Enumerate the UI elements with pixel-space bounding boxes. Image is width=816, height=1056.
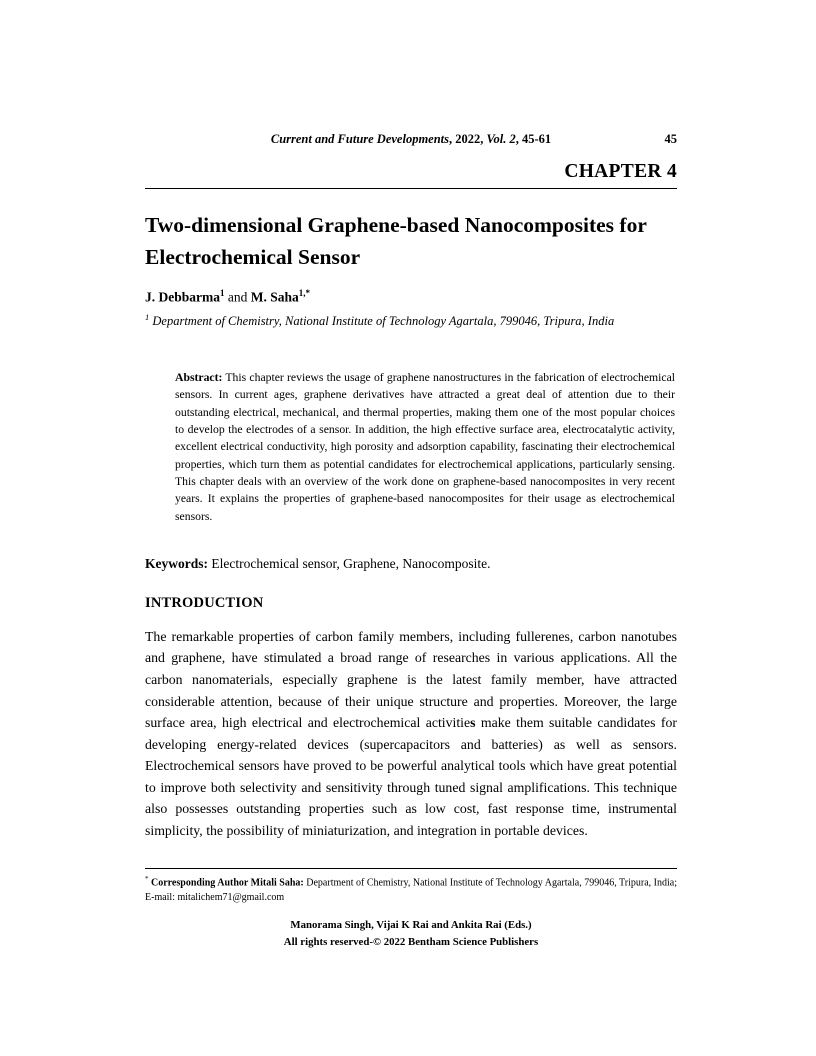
page-header [145, 132, 677, 148]
introduction-paragraph [145, 626, 677, 841]
keywords-line [145, 556, 677, 572]
authors-line [145, 288, 677, 306]
author-2: M. Saha [250, 289, 299, 304]
affiliation-text: Department of Chemistry, National Institute of Technology Agartala, 799046, Tripura, India [149, 314, 615, 329]
chapter-title: Two-dimensional Graphene-based Nanocomposites for Electrochemical Sensor [145, 213, 647, 270]
corresponding-author-footnote [145, 868, 677, 905]
journal-title: Current and Future Developments [270, 132, 450, 146]
page-footer [145, 917, 677, 949]
chapter-heading: CHAPTER 4 [145, 161, 677, 189]
introduction-bold-letter: s [470, 715, 476, 731]
header-pages: , 45-61 [515, 132, 552, 146]
introduction-text-part2: make them suitable candidates for developing energy-related devices (supercapacitors and batteries) as well as sensors. Electrochemical sensors have proved to be powerful analytical tools which have great potential to improve both selectivity and sensitivity through tuned signal amplifications. This technique also possesses outstanding properties such as low cost, fast response time, instrumental simplicity, the possibility of miniaturization, and integration in portable devices. [145, 715, 677, 838]
abstract-label: Abstract: [175, 371, 223, 385]
abstract-text: This chapter reviews the usage of graphene nanostructures in the fabrication of electrochemical sensors. In current ages, graphene derivatives have attracted a great deal of attention due to their outstanding electrical, mechanical, and thermal properties, making them one of the most popular choices to develop the electrodes of a sensor. In addition, the high effective surface area, electrocatalytic activity, excellent electrical conductivity, high porosity and adsorption capability, fascinating their electrochemical properties, which turn them as potential candidates for electrochemical applications, particularly sensing. This chapter deals with an overview of the work done on graphene-based nanocomposites in very recent years. It explains the properties of graphene-based nanocomposites for their usage as electrochemical sensors. [175, 371, 675, 523]
running-title [271, 132, 551, 146]
footnote-text: Department of Chemistry, National Institute of Technology Agartala, 799046, Tripura, India; E-mail: mitalichem71@gmail.com [145, 877, 678, 903]
author-1: J. Debbarma [145, 289, 220, 304]
introduction-text-part1: The remarkable properties of carbon family members, including fullerenes, carbon nanotubes and graphene, have stimulated a broad range of researches in various applications. All the carbon nanomaterials, especially graphene is the latest family member, have attracted considerable attention, because of their unique structure and properties. Moreover, the large surface area, high electrical and electrochemical activitie [145, 628, 677, 731]
affiliation-superscript: 1 [145, 312, 150, 322]
keywords-label: Keywords: [145, 555, 208, 571]
page-number: 45 [664, 132, 677, 146]
header-volume: Vol. 2 [486, 132, 516, 146]
author-2-superscript: 1,* [298, 287, 311, 298]
abstract-block [175, 369, 675, 525]
header-year: , 2022, [449, 132, 487, 146]
footnote-marker: * [145, 875, 149, 884]
keywords-text: Electrochemical sensor, Graphene, Nanocomposite. [208, 555, 491, 571]
footnote-label: Corresponding Author Mitali Saha: [148, 877, 304, 889]
authors-joiner: and [224, 289, 251, 304]
footer-editors: Manorama Singh, Vijai K Rai and Ankita Rai (Eds.) [290, 919, 532, 932]
section-heading-introduction: INTRODUCTION [145, 594, 264, 611]
author-1-superscript: 1 [220, 287, 225, 298]
footer-copyright: All rights reserved-© 2022 Bentham Science Publishers [283, 935, 539, 948]
affiliation-line [145, 312, 677, 329]
